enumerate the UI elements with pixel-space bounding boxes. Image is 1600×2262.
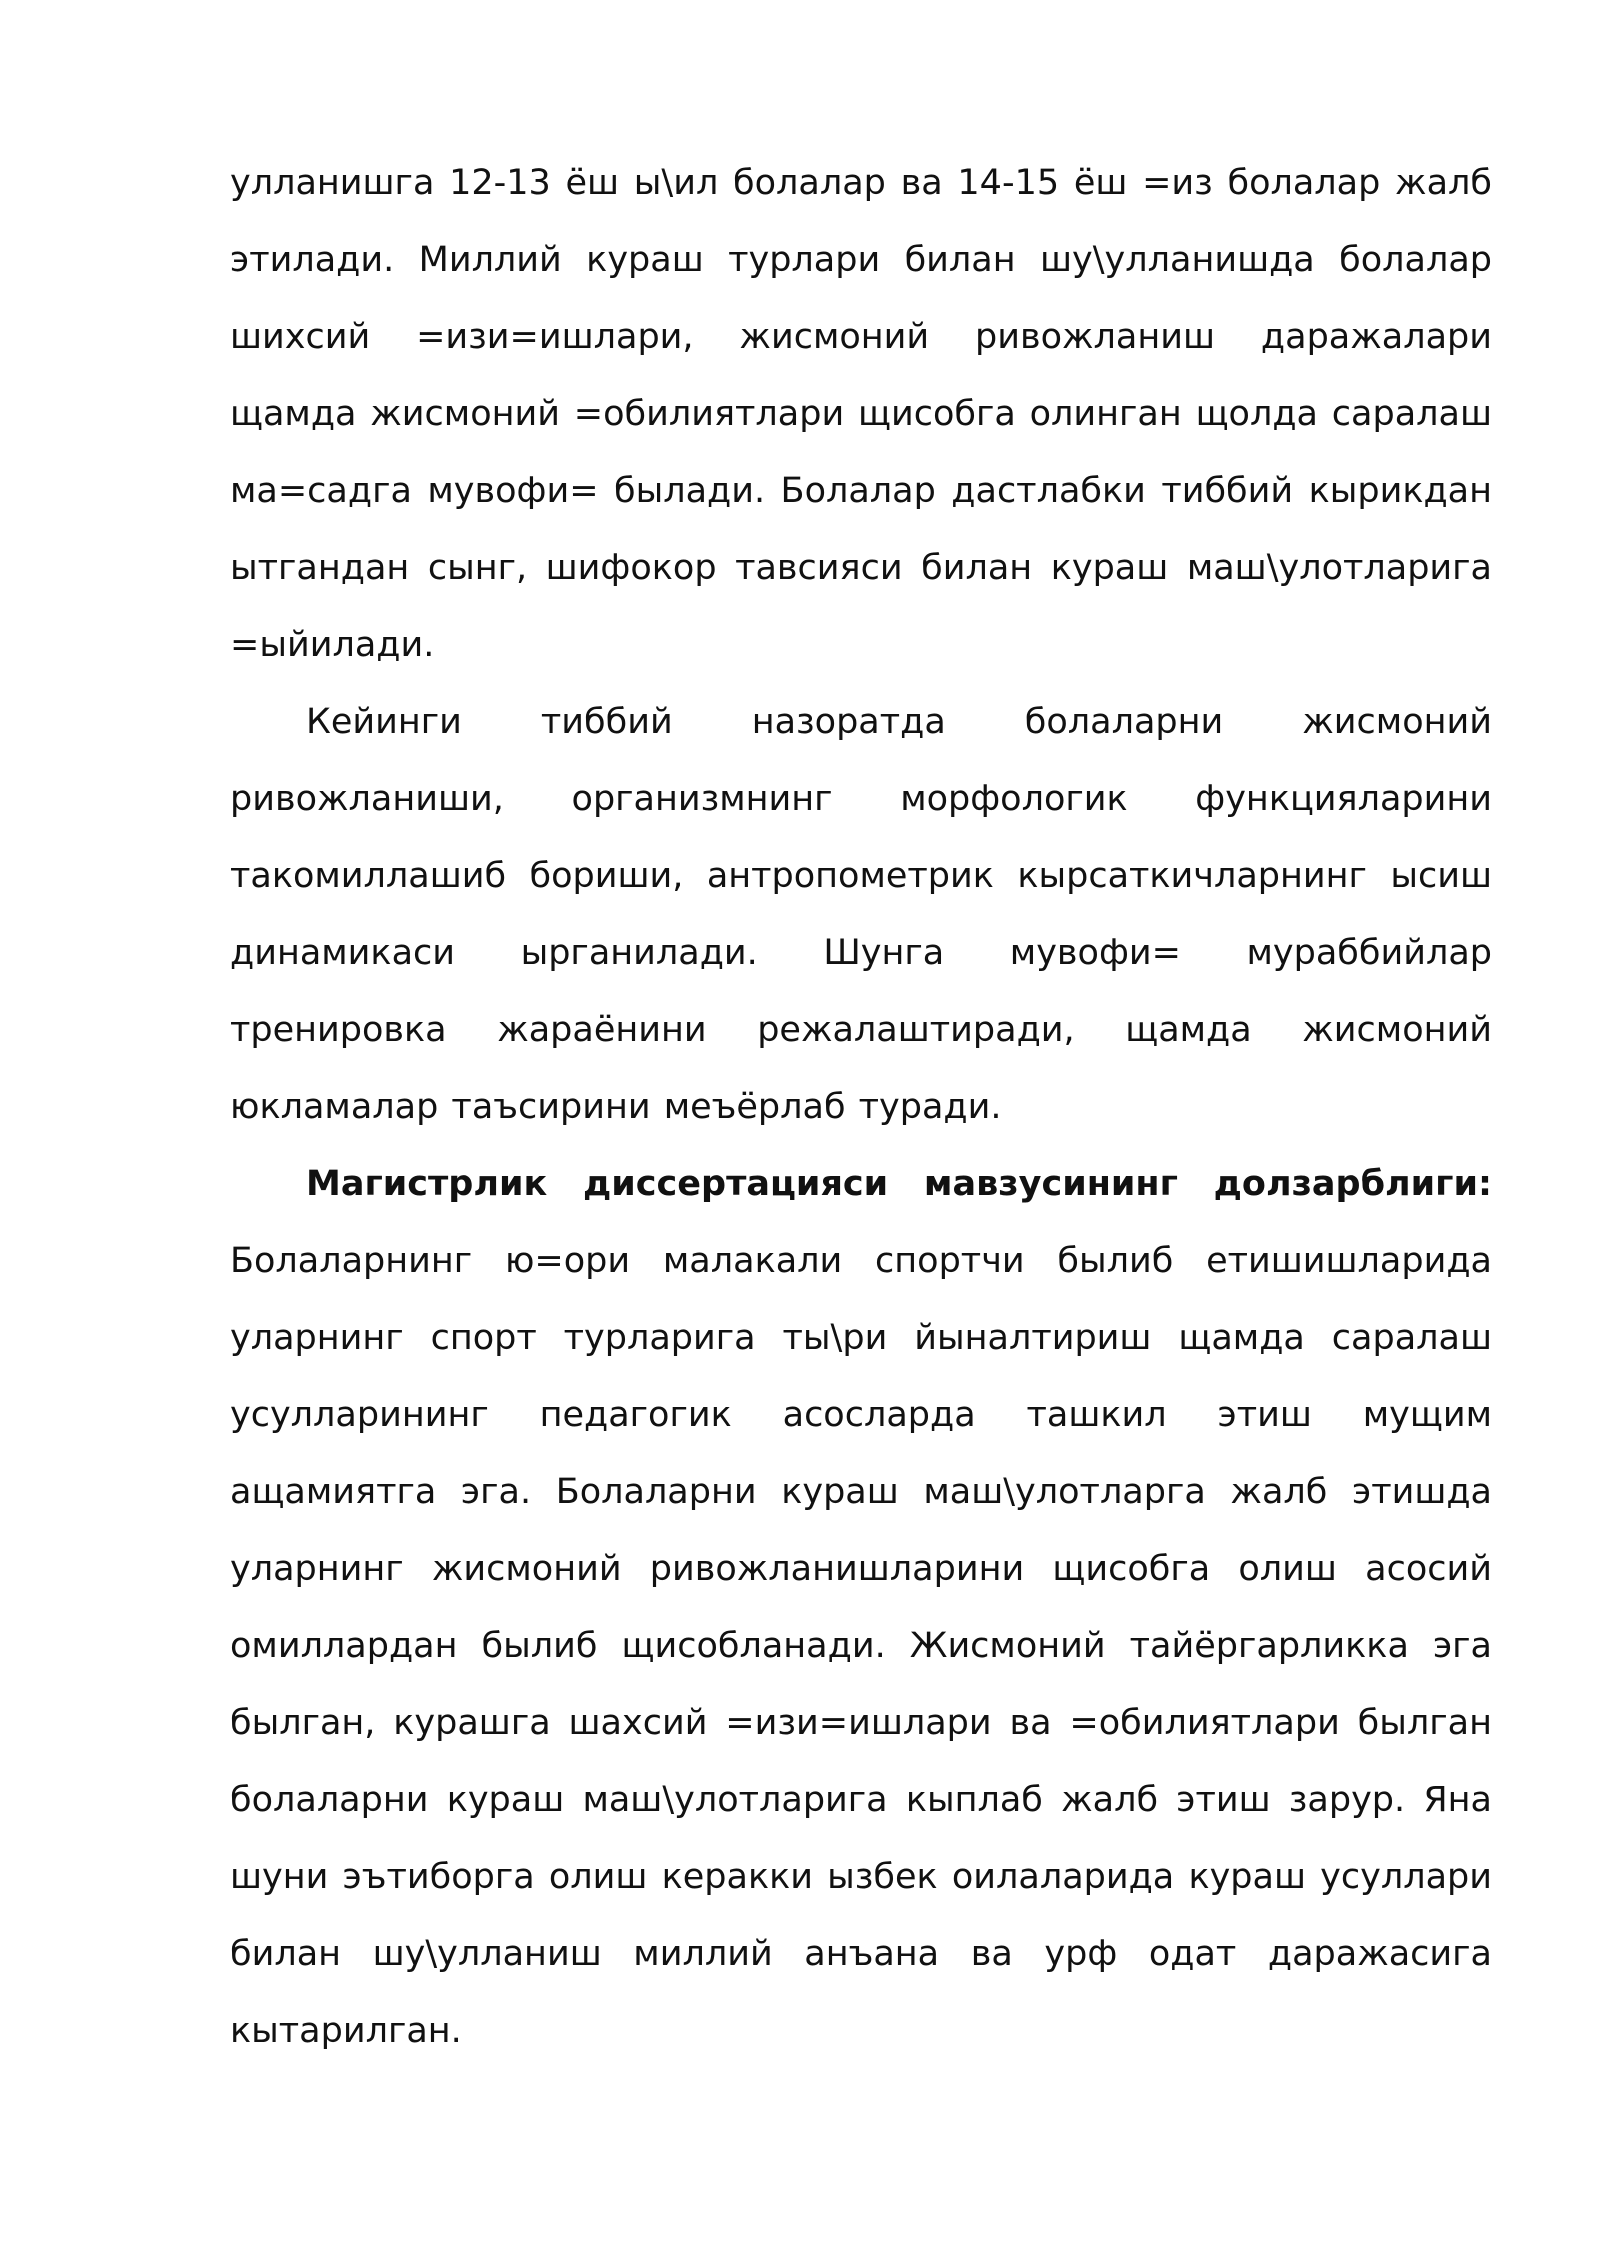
paragraph-1: улланишга 12-13 ёш ы\ил болалар ва 14-15 ёш =из болалар жалб этилади. Миллий кураш турлари билан шу\улланишда болалар шихсий =изи=ишлари, жисмоний ривожланиш даражалари щамда жисмоний =обилиятлари щисобга олинган щолда саралаш ма=садга мувофи= былади. Болалар дастлабки тиббий кырикдан ытгандан сынг, шифокор тавсияси билан кураш маш\улотларига =ыйилади.	[230, 163, 1492, 665]
paragraph-3-body: Болаларнинг ю=ори малакали спортчи былиб етишишларида уларнинг спорт турларига ты\ри йыналтириш щамда саралаш усулларининг педагогик асосларда ташкил этиш мущим ащамиятга эга. Болаларни кураш маш\улотларга жалб этишда уларнинг жисмоний ривожланишларини щисобга олиш асосий омиллардан былиб щисобланади. Жисмоний тайёргарликка эга былган, курашга шахсий =изи=ишлари ва =обилиятлари былган болаларни кураш маш\улотларига кыплаб жалб этиш зарур. Яна шуни эътиборга олиш керакки ызбек оилаларида кураш усуллари билан шу\улланиш миллий анъана ва урф одат даражасига кытарилган.	[230, 1241, 1492, 2051]
section-heading: Магистрлик диссертацияси мавзусининг долзарблиги:	[306, 1164, 1492, 1204]
paragraph-2: Кейинги тиббий назоратда болаларни жисмоний ривожланиши, организмнинг морфологик функцияларини такомиллашиб бориши, антропометрик кырсаткичларнинг ысиш динамикаси ырганилади. Шунга мувофи= мураббийлар тренировка жараёнини режалаштиради, щамда жисмоний юкламалар таъсирини меъёрлаб туради.	[230, 702, 1492, 1127]
paragraph-3	[230, 1146, 1492, 2070]
document-page	[230, 145, 1492, 2070]
